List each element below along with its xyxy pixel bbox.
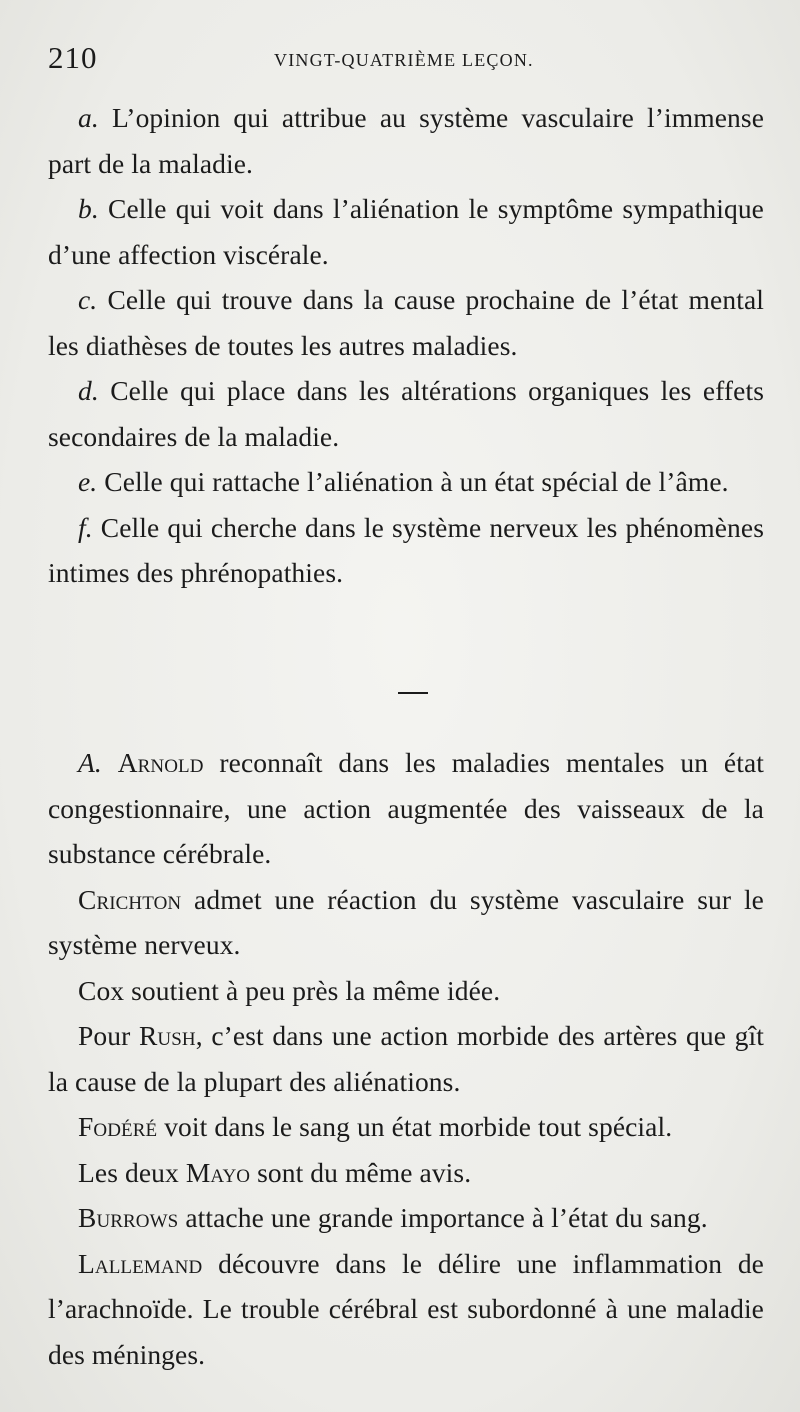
list-item-text: L’opinion qui attribue au système vasculaire l’immense part de la maladie. xyxy=(48,102,765,179)
list-item-letter: f. xyxy=(78,511,93,543)
author-prefix: Les deux xyxy=(78,1156,186,1188)
author-name: Fodéré xyxy=(78,1111,158,1142)
author-paragraph xyxy=(48,1104,764,1150)
author-prefix: Pour xyxy=(78,1020,139,1051)
author-paragraph xyxy=(48,1241,764,1378)
list-item-text: Celle qui place dans les altérations organiques les effets secondaires de la maladie. xyxy=(48,375,764,452)
list-item xyxy=(48,368,764,459)
author-name: Cox xyxy=(78,974,125,1006)
author-name: Burrows xyxy=(78,1202,179,1233)
list-item-text: Celle qui rattache l’aliénation à un état spécial de l’âme. xyxy=(104,466,729,497)
list-item-text: Celle qui trouve dans la cause prochaine de l’état mental les diathèses de toutes les autres maladies. xyxy=(48,284,764,361)
author-initial: A. xyxy=(78,747,102,778)
list-item-letter: a. xyxy=(78,102,99,133)
list-item xyxy=(48,505,764,596)
authors-section xyxy=(48,740,764,1377)
page-number: 210 xyxy=(48,40,98,75)
list-item-letter: c. xyxy=(78,284,98,315)
list-item-text: Celle qui voit dans l’aliénation le symptôme sympathique d’une affection viscérale. xyxy=(48,193,764,270)
author-paragraph xyxy=(48,740,764,877)
author-text: sont du même avis. xyxy=(250,1156,472,1188)
author-name: Mayo xyxy=(185,1156,251,1188)
author-paragraph xyxy=(48,1150,764,1196)
author-text: , c’est dans une action morbide des artères que gît la cause de la plupart des aliénations. xyxy=(48,1020,764,1097)
list-item-letter: d. xyxy=(78,375,99,406)
list-item xyxy=(48,277,764,368)
running-title: VINGT-QUATRIÈME LEÇON. xyxy=(274,50,534,70)
author-text: admet une réaction du système vasculaire sur le système nerveux. xyxy=(48,883,764,960)
list-item xyxy=(48,95,764,186)
author-name: Lallemand xyxy=(78,1247,203,1279)
list-item-letter: e. xyxy=(78,466,98,497)
author-text: découvre dans le délire une inflammation de l’arachnoïde. Le trouble cérébral est subordonné à une maladie des méninges. xyxy=(48,1247,764,1370)
author-text: voit dans le sang un état morbide tout spécial. xyxy=(157,1111,673,1142)
author-text: attache une grande importance à l’état du sang. xyxy=(178,1202,708,1233)
author-paragraph xyxy=(48,968,764,1014)
list-item xyxy=(48,186,764,277)
opinions-list xyxy=(48,95,764,596)
author-text: soutient à peu près la même idée. xyxy=(124,974,501,1006)
author-name: Rush xyxy=(138,1020,196,1051)
author-name: Arnold xyxy=(117,747,204,778)
list-item xyxy=(48,459,764,505)
author-paragraph xyxy=(48,1195,764,1241)
section-separator xyxy=(398,692,428,694)
list-item-text: Celle qui cherche dans le système nerveux les phénomènes intimes des phrénopathies. xyxy=(48,511,764,588)
author-paragraph xyxy=(48,1013,764,1104)
page-header xyxy=(48,40,760,80)
author-paragraph xyxy=(48,877,764,968)
list-item-letter: b. xyxy=(78,193,99,224)
author-text: reconnaît dans les maladies mentales un état congestionnaire, une action augmentée des vaisseaux de la substance cérébrale. xyxy=(48,747,764,869)
author-name: Crichton xyxy=(78,883,182,915)
